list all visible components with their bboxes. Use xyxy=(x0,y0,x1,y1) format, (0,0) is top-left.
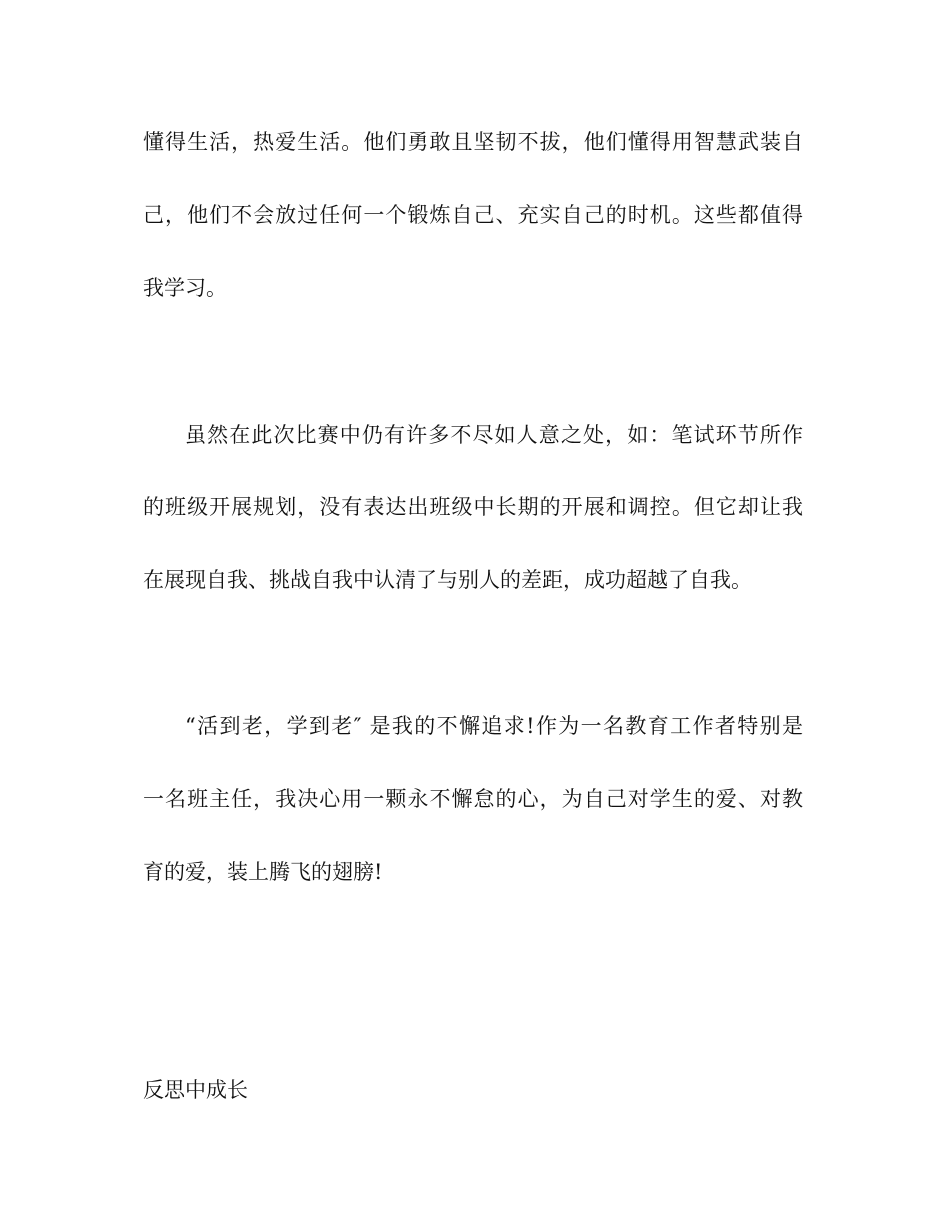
paragraph-2-line-3: 在展现自我、挑战自我中认清了与别人的差距，成功超越了自我。 xyxy=(143,568,752,592)
paragraph-2-line-1: 虽然在此次比赛中仍有许多不尽如人意之处，如：笔试环节所作 xyxy=(185,423,803,447)
paragraph-2-line-2: 的班级开展规划，没有表达出班级中长期的开展和调控。但它却让我 xyxy=(143,495,803,519)
section-heading: 反思中成长 xyxy=(143,1078,248,1102)
paragraph-1-line-3: 我学习。 xyxy=(143,276,227,300)
paragraph-3-line-1: “活到老，学到老″ 是我的不懈追求!作为一名教育工作者特别是 xyxy=(185,714,803,738)
paragraph-3-line-3: 育的爱，装上腾飞的翅膀! xyxy=(143,860,383,884)
paragraph-3-line-2: 一名班主任，我决心用一颗永不懈怠的心，为自己对学生的爱、对教 xyxy=(143,787,803,811)
paragraph-1-line-2: 己，他们不会放过任何一个锻炼自己、充实自己的时机。这些都值得 xyxy=(143,203,803,227)
paragraph-1-line-1: 懂得生活，热爱生活。他们勇敢且坚韧不拔，他们懂得用智慧武装自 xyxy=(143,130,803,154)
